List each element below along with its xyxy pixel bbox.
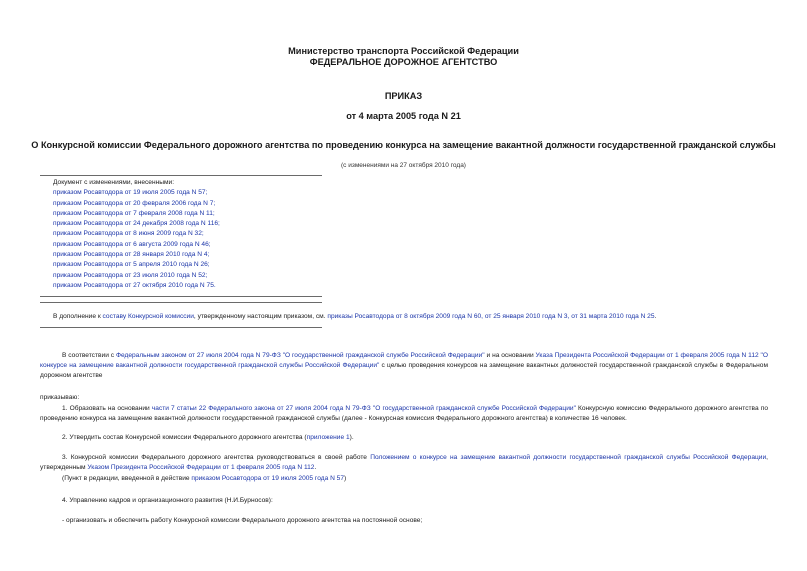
regulation-link[interactable]: Положением о конкурсе на замещение вакантной должности государственной гражданской службы Российской Федерации <box>370 454 767 461</box>
divider <box>40 175 322 176</box>
composition-link[interactable]: составу Конкурсной комиссии <box>102 313 194 320</box>
change-order-link[interactable]: приказом Росавтодора от 28 января 2010 года N 4; <box>53 251 210 259</box>
presidential-decree-link[interactable]: Указа Президента Российской Федерации от 1 февраля 2005 года N 112 "О конкурсе на замещение вакантной должности государственной гражданской службы Российской Федерации" <box>40 352 769 369</box>
ministry-name: Министерство транспорта Российской Федерации <box>288 46 519 56</box>
doc-title: О Конкурсной комиссии Федерального дорожного агентства по проведению конкурса на замещение вакантной должности государственной гражданской службы <box>31 140 776 150</box>
order-word: приказываю: <box>40 394 80 401</box>
law-part-link[interactable]: части 7 статьи 22 Федерального закона от 27 июля 2004 года N 79-ФЗ "О государственной гражданской службе Российской Федерации" <box>151 405 576 412</box>
order-57-link[interactable]: приказом Росавтодора от 19 июля 2005 года N 57 <box>191 475 344 482</box>
decree-112-link[interactable]: Указом Президента Российской Федерации от 1 февраля 2005 года N 112 <box>87 464 315 471</box>
change-order-link[interactable]: приказом Росавтодора от 19 июля 2005 года N 57; <box>53 189 208 197</box>
change-order-link[interactable]: приказом Росавтодора от 5 апреля 2010 года N 26; <box>53 261 210 269</box>
paragraph-2: 2. Утвердить состав Конкурсной комиссии Федерального дорожного агентства (приложение 1). <box>62 434 354 441</box>
amended-note: (с изменениями на 27 октября 2010 года) <box>341 162 466 169</box>
orders-link[interactable]: приказы Росавтодора от 8 октября 2009 года N 60, от 25 января 2010 года N 3, от 31 марта 2010 года N 25 <box>327 313 655 320</box>
paragraph-4: 4. Управлению кадров и организационного развития (Н.И.Бурносов): <box>62 497 273 504</box>
changes-heading: Документ с изменениями, внесенными: <box>53 179 175 186</box>
divider <box>40 302 322 303</box>
agency-name: ФЕДЕРАЛЬНОЕ ДОРОЖНОЕ АГЕНТСТВО <box>309 57 498 67</box>
change-order-link[interactable]: приказом Росавтодора от 24 декабря 2008 года N 116; <box>53 220 220 228</box>
change-order-link[interactable]: приказом Росавтодора от 20 февраля 2006 года N 7; <box>53 199 216 207</box>
doc-date: от 4 марта 2005 года N 21 <box>346 111 461 121</box>
addition-note: В дополнение к составу Конкурсной комиссии, утвержденному настоящим приказом, см. приказы Росавтодора от 8 октября 2009 года N 60, от 25 января 2010 года N 3, от 31 марта 2010 года N 25. <box>53 313 657 320</box>
paragraph-3-note: (Пункт в редакции, введенной в действие приказом Росавтодора от 19 июля 2005 года N 57) <box>62 475 347 482</box>
change-order-link[interactable]: приказом Росавтодора от 27 октября 2010 года N 75. <box>53 281 216 289</box>
paragraph-1: 1. Образовать на основании части 7 статьи 22 Федерального закона от 27 июля 2004 года N 79-ФЗ "О государственной гражданской службе Российской Федерации" Конкурсную комиссию Федерального дорожного агентства по проведению конкурса на замещение вакантной должности государственной гражданской службы (далее - Конкурсная комиссия Федерального дорожного агентства) в количестве 16 человек. <box>40 405 768 422</box>
change-order-link[interactable]: приказом Росавтодора от 8 июня 2009 года N 32; <box>53 230 204 238</box>
changes-list <box>53 178 353 291</box>
doc-type: ПРИКАЗ <box>384 91 423 101</box>
change-order-link[interactable]: приказом Росавтодора от 7 февраля 2008 года N 11; <box>53 209 215 217</box>
divider <box>40 327 322 328</box>
appendix-1-link[interactable]: приложение 1 <box>306 434 350 441</box>
paragraph-4-item: - организовать и обеспечить работу Конкурсной комиссии Федерального дорожного агентства на постоянной основе; <box>62 517 423 524</box>
change-order-link[interactable]: приказом Росавтодора от 23 июля 2010 года N 52; <box>53 271 208 279</box>
federal-law-link[interactable]: Федеральным законом от 27 июля 2004 года N 79-ФЗ "О государственной гражданской службе Российской Федерации" <box>115 352 485 359</box>
change-order-link[interactable]: приказом Росавтодора от 6 августа 2009 года N 46; <box>53 240 211 248</box>
divider <box>40 296 322 297</box>
paragraph-3: 3. Конкурсной комиссии Федерального дорожного агентства руководствоваться в своей работе Положением о конкурсе на замещение вакантной должности государственной гражданской службы Российской Федерации, утвержденным Указом Президента Российской Федерации от 1 февраля 2005 года N 112. <box>40 454 768 471</box>
preamble: В соответствии с Федеральным законом от 27 июля 2004 года N 79-ФЗ "О государственной гражданской службе Российской Федерации" и на основании Указа Президента Российской Федерации от 1 февраля 2005 года N 112 "О конкурсе на замещение вакантной должности государственной гражданской службы Российской Федерации" с целью проведения конкурсов на замещение вакантных должностей государственной гражданской службы в Федеральном дорожном агентстве <box>40 352 769 379</box>
